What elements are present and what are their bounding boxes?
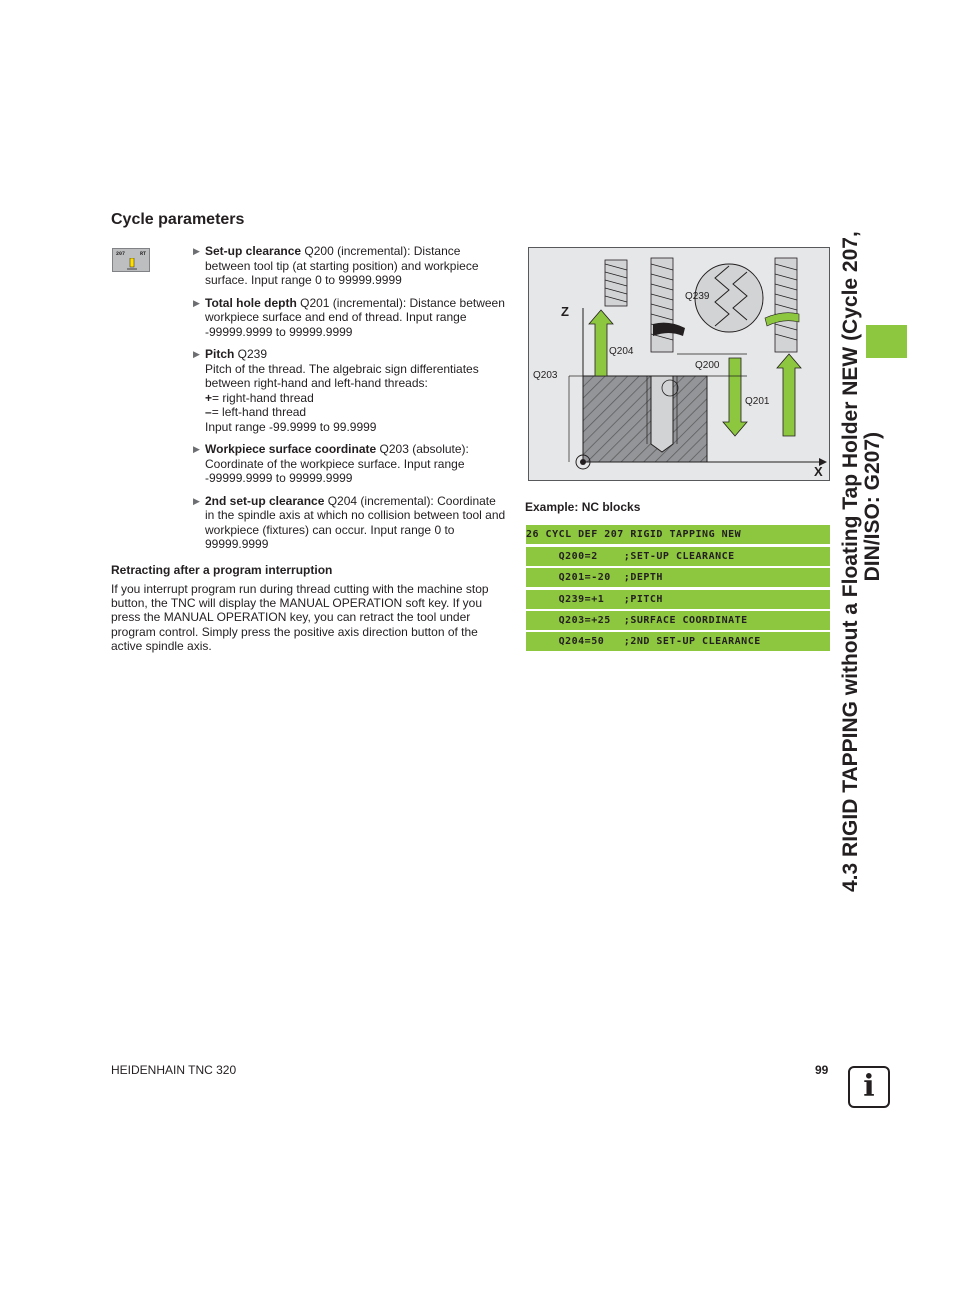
retract-text: If you interrupt program run during thread cutting with the machine stop button, the TNC will display the MANUAL OPERATION soft key. If you press the MANUAL OPERATION key, you can retract the tool under program control. Simply press the positive axis direction button of the active spindle axis.	[111, 582, 489, 653]
param-surface-coordinate	[193, 442, 508, 486]
parameter-list	[193, 244, 508, 560]
q239-label: Q239	[685, 291, 710, 302]
softkey-right-label: RT	[139, 251, 146, 257]
example-title: Example: NC blocks	[525, 500, 641, 514]
chapter-title-line1: 4.3 RIGID TAPPING without a Floating Tap Holder NEW (Cycle 207,	[839, 231, 862, 892]
tap-tool-icon	[127, 258, 137, 270]
tap-tool-middle	[651, 258, 673, 352]
softkey-left-label: 207	[116, 251, 126, 257]
param-2nd-setup-clearance	[193, 494, 508, 552]
retract-heading: Retracting after a program interruption	[111, 563, 333, 577]
tap-tool-left	[605, 260, 627, 306]
retract-arrow	[777, 354, 801, 436]
bullet-arrow-icon: ▶	[193, 297, 200, 308]
pitch-desc: Pitch of the thread. The algebraic sign differentiates between right-hand and left-hand threads:	[205, 361, 479, 390]
plus-sign: +	[205, 390, 213, 405]
section-title: Cycle parameters	[111, 211, 245, 228]
tapping-diagram-svg	[529, 248, 829, 480]
param-name: 2nd set-up clearance	[205, 493, 325, 508]
param-name: Workpiece surface coordinate	[205, 442, 377, 456]
nc-block-row: 26 CYCL DEF 207 RIGID TAPPING NEW	[526, 525, 830, 544]
minus-sign: –	[205, 405, 212, 419]
x-label: X	[814, 464, 823, 479]
param-name: Pitch	[205, 347, 235, 361]
tap-tool-right	[775, 258, 797, 352]
param-desc: Q200 (incremental): Distance between tool tip (at starting position) and workpiece surface. Input range 0 to 99999.9999	[205, 244, 479, 287]
page-number: 99	[815, 1063, 829, 1077]
chapter-title-line2: DIN/ISO: G207)	[861, 432, 884, 582]
info-icon: i	[848, 1066, 890, 1108]
param-name: Total hole depth	[205, 295, 297, 310]
bullet-arrow-icon: ▶	[193, 349, 200, 359]
nc-block-row: Q201=-20 ;DEPTH	[526, 568, 830, 587]
workpiece	[583, 376, 707, 462]
q200-label: Q200	[695, 360, 720, 371]
plus-text: = right-hand thread	[212, 390, 314, 405]
nc-block-row: Q203=+25 ;SURFACE COORDINATE	[526, 611, 830, 630]
param-desc: Q239	[234, 347, 268, 361]
param-pitch	[193, 347, 508, 434]
bullet-arrow-icon: ▶	[193, 246, 200, 256]
nc-block-row: Q239=+1 ;PITCH	[526, 590, 830, 609]
pitch-range: Input range -99.9999 to 99.9999	[205, 419, 377, 434]
bullet-arrow-icon: ▶	[193, 444, 200, 454]
q204-label: Q204	[609, 346, 634, 357]
nc-block-row: Q204=50 ;2ND SET-UP CLEARANCE	[526, 632, 830, 651]
param-desc: Q201 (incremental): Distance between workpiece surface and end of thread. Input range -99999.9999 to 99999.9999	[205, 295, 505, 339]
q201-label: Q201	[745, 396, 770, 407]
minus-text: = left-hand thread	[211, 405, 307, 419]
q201-arrow	[723, 358, 747, 436]
param-setup-clearance	[193, 244, 508, 288]
param-desc: Q204 (incremental): Coordinate in the spindle axis at which no collision between tool and workpiece (fixtures) can occur. Input range 0 to 99999.9999	[205, 493, 506, 551]
nc-block-row: Q200=2 ;SET-UP CLEARANCE	[526, 547, 830, 566]
param-desc: Q203 (absolute): Coordinate of the workpiece surface. Input range -99999.9999 to 99999.9999	[205, 442, 469, 485]
q203-label: Q203	[533, 370, 558, 381]
param-total-hole-depth	[193, 296, 508, 340]
z-label: Z	[561, 304, 569, 319]
param-name: Set-up clearance	[205, 244, 302, 258]
softkey-207-icon	[112, 248, 150, 272]
bullet-arrow-icon: ▶	[193, 495, 200, 506]
chapter-tab	[866, 325, 907, 358]
vertical-chapter-title	[839, 231, 920, 892]
tapping-diagram	[528, 247, 830, 481]
footer-manual-name: HEIDENHAIN TNC 320	[111, 1063, 237, 1077]
q204-arrow	[589, 310, 613, 376]
